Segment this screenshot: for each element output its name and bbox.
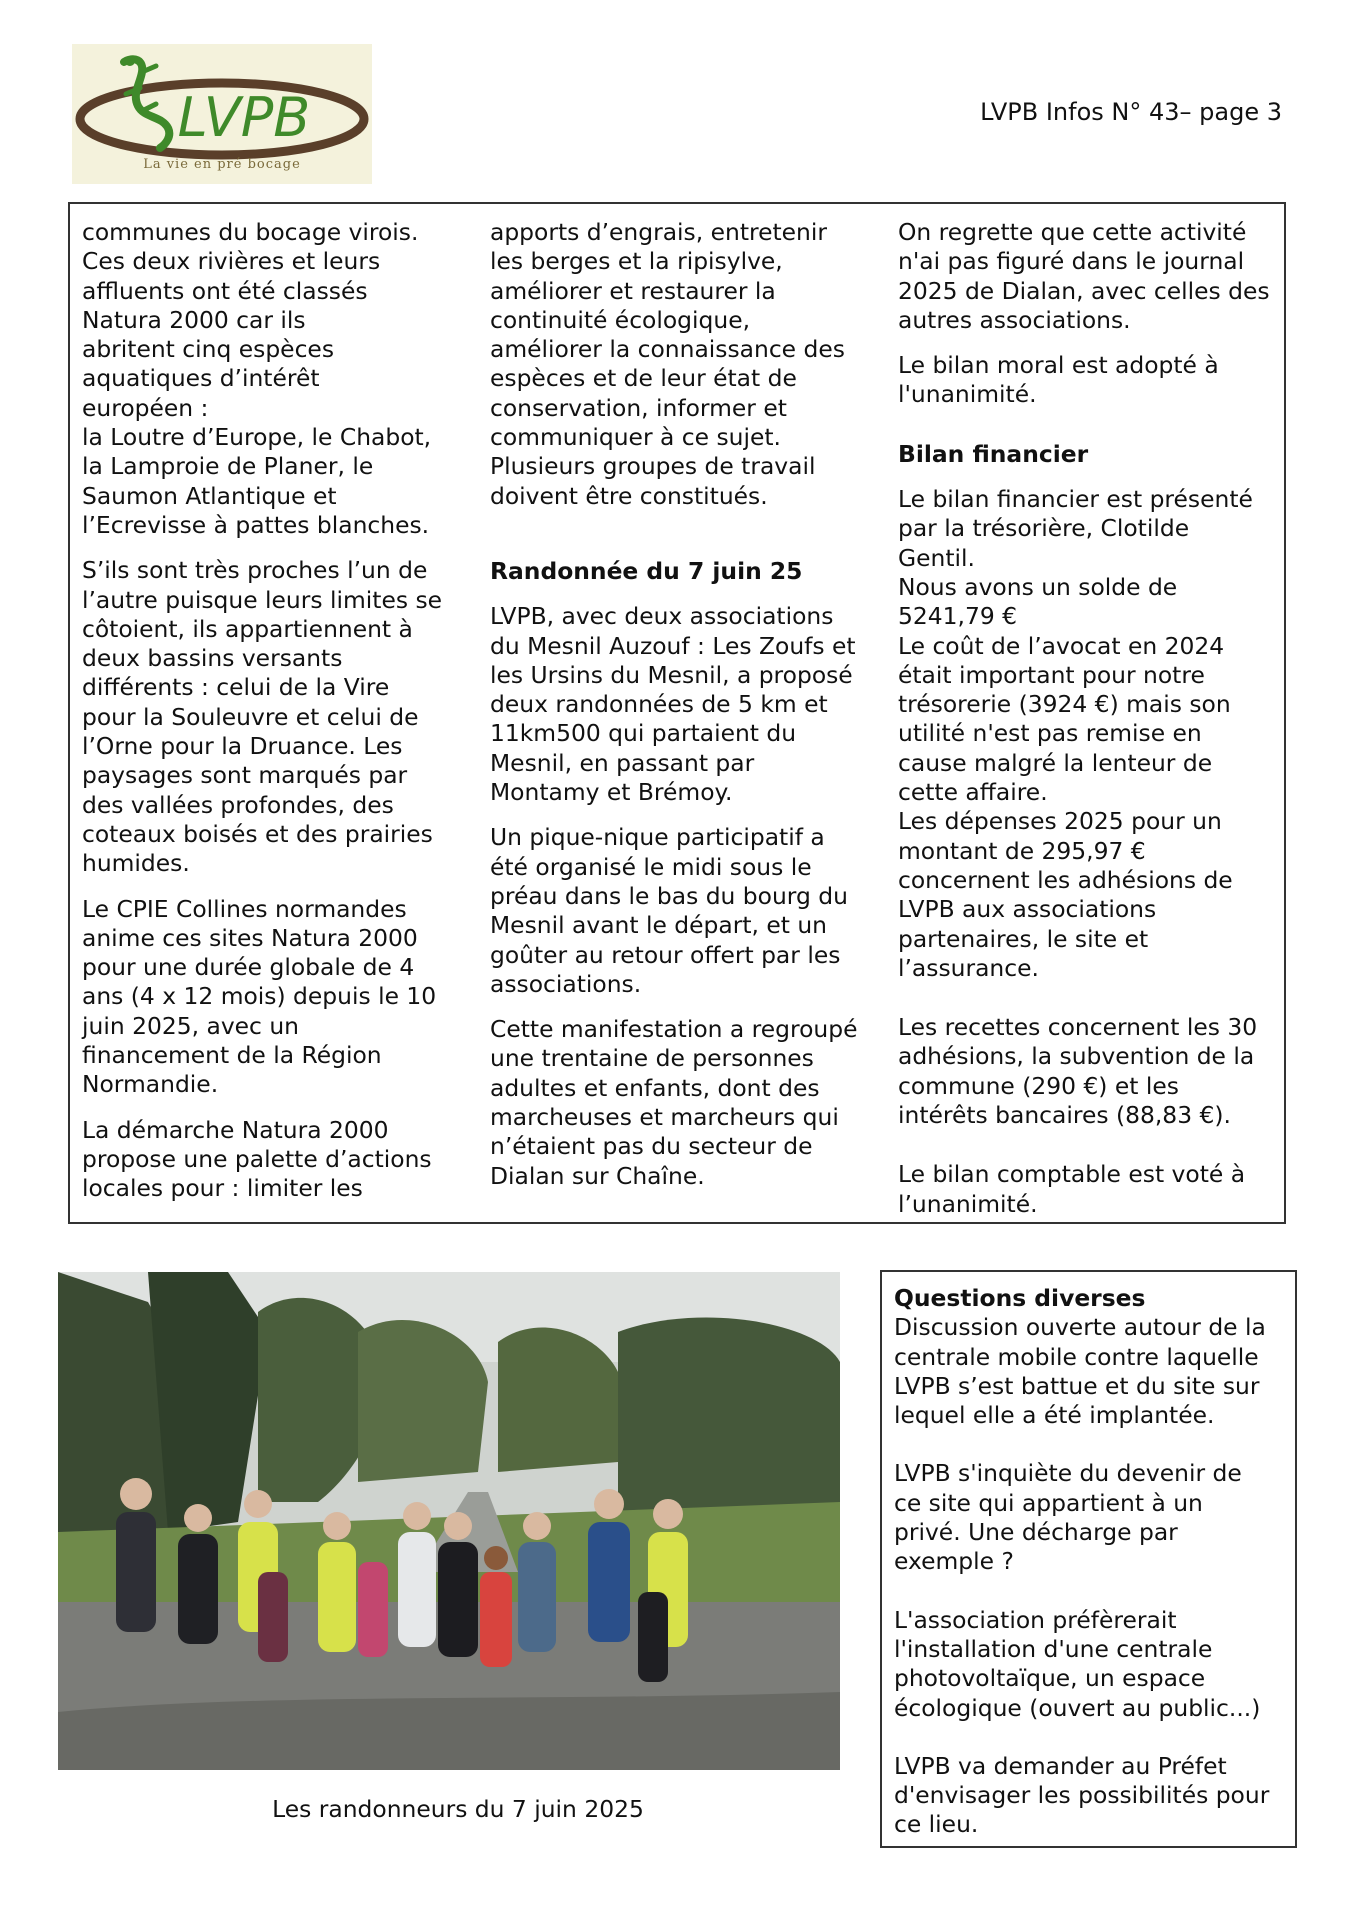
paragraph: On regrette que cette activité n'ai pas figuré dans le journal 2025 de Dialan, avec celles des autres associations.	[898, 218, 1270, 334]
photo-caption: Les randonneurs du 7 juin 2025	[272, 1795, 644, 1823]
paragraph: S’ils sont très proches l’un de l’autre puisque leurs limites se côtoient, ils appartiennent à deux bassins versants différents : celui de la Vire pour la Souleuvre et celui de l’Orne pour la Druance. Les paysages sont marqués par des vallées profondes, des coteaux boisés et des prairies humides.	[82, 556, 443, 878]
paragraph: Le bilan moral est adopté à l'unanimité.	[898, 351, 1219, 409]
section-heading-bilan-financier: Bilan financier	[898, 439, 1089, 468]
group-photo	[58, 1272, 840, 1770]
paragraph: Le CPIE Collines normandes anime ces sites Natura 2000 pour une durée globale de 4 ans (4 x 12 mois) depuis le 10 juin 2025, avec un financement de la Région Normandie.	[82, 894, 437, 1099]
paragraph: L'association préfèrerait l'installation d'une centrale photovoltaïque, un espace écologique (ouvert au public...)	[894, 1605, 1261, 1722]
paragraph: Discussion ouverte autour de la centrale mobile contre laquelle LVPB s’est battue et du site sur lequel elle a été implantée.	[894, 1313, 1266, 1430]
logo	[72, 44, 372, 184]
column-3	[898, 218, 1283, 1235]
paragraph: Les recettes concernent les 30 adhésions, la subvention de la commune (290 €) et les intérêts bancaires (88,83 €).	[898, 1013, 1258, 1130]
paragraph: Le bilan comptable est voté à l’unanimité.	[898, 1160, 1246, 1218]
paragraph: Un pique-nique participatif a été organisé le midi sous le préau dans le bas du bourg du Mesnil avant le départ, et un goûter au retour offert par les associations.	[490, 823, 848, 998]
paragraph: apports d’engrais, entretenir les berges et la ripisylve, améliorer et restaurer la continuité écologique, améliorer la connaissance des espèces et de leur état de conservation, informer et communiquer à ce sujet. Plusieurs groupes de travail doivent être constitués.	[490, 218, 845, 510]
paragraph: La démarche Natura 2000 propose une palette d’actions locales pour : limiter les	[82, 1115, 432, 1203]
column-1	[82, 218, 480, 1220]
paragraph: LVPB va demander au Préfet d'envisager les possibilités pour ce lieu.	[894, 1751, 1270, 1839]
paragraph: Le bilan financier est présenté par la trésorière, Clotilde Gentil. Nous avons un solde de 5241,79 € Le coût de l’avocat en 2024 était important pour notre trésorerie (3924 €) mais son utilité n'est pas remise en cause malgré la lenteur de cette affaire. Les dépenses 2025 pour un montant de 295,97 € concernent les adhésions de LVPB aux associations partenaires, le site et l’assurance.	[898, 485, 1253, 982]
logo-tagline: La vie en pré bocage	[143, 157, 301, 172]
questions-box	[880, 1270, 1297, 1848]
page-header: LVPB Infos N° 43– page 3	[980, 98, 1282, 126]
column-2	[490, 218, 890, 1207]
section-heading-questions: Questions diverses	[894, 1284, 1146, 1312]
paragraph: LVPB, avec deux associations du Mesnil Auzouf : Les Zoufs et les Ursins du Mesnil, a proposé deux randonnées de 5 km et 11km500 qui partaient du Mesnil, en passant par Montamy et Brémoy.	[490, 602, 856, 807]
main-text-box	[68, 202, 1286, 1224]
section-heading-randonnee: Randonnée du 7 juin 25	[490, 556, 803, 585]
paragraph: LVPB s'inquiète du devenir de ce site qui appartient à un privé. Une décharge par exemple ?	[894, 1459, 1242, 1576]
svg-text:LVPB: LVPB	[177, 86, 311, 149]
paragraph: communes du bocage virois. Ces deux rivières et leurs affluents ont été classés Natura 2000 car ils abritent cinq espèces aquatiques d’intérêt européen : la Loutre d’Europe, le Chabot, la Lamproie de Planer, le Saumon Atlantique et l’Ecrevisse à pattes blanches.	[82, 218, 432, 539]
paragraph: Cette manifestation a regroupé une trentaine de personnes adultes et enfants, dont des marcheuses et marcheurs qui n’étaient pas du secteur de Dialan sur Chaîne.	[490, 1015, 858, 1190]
